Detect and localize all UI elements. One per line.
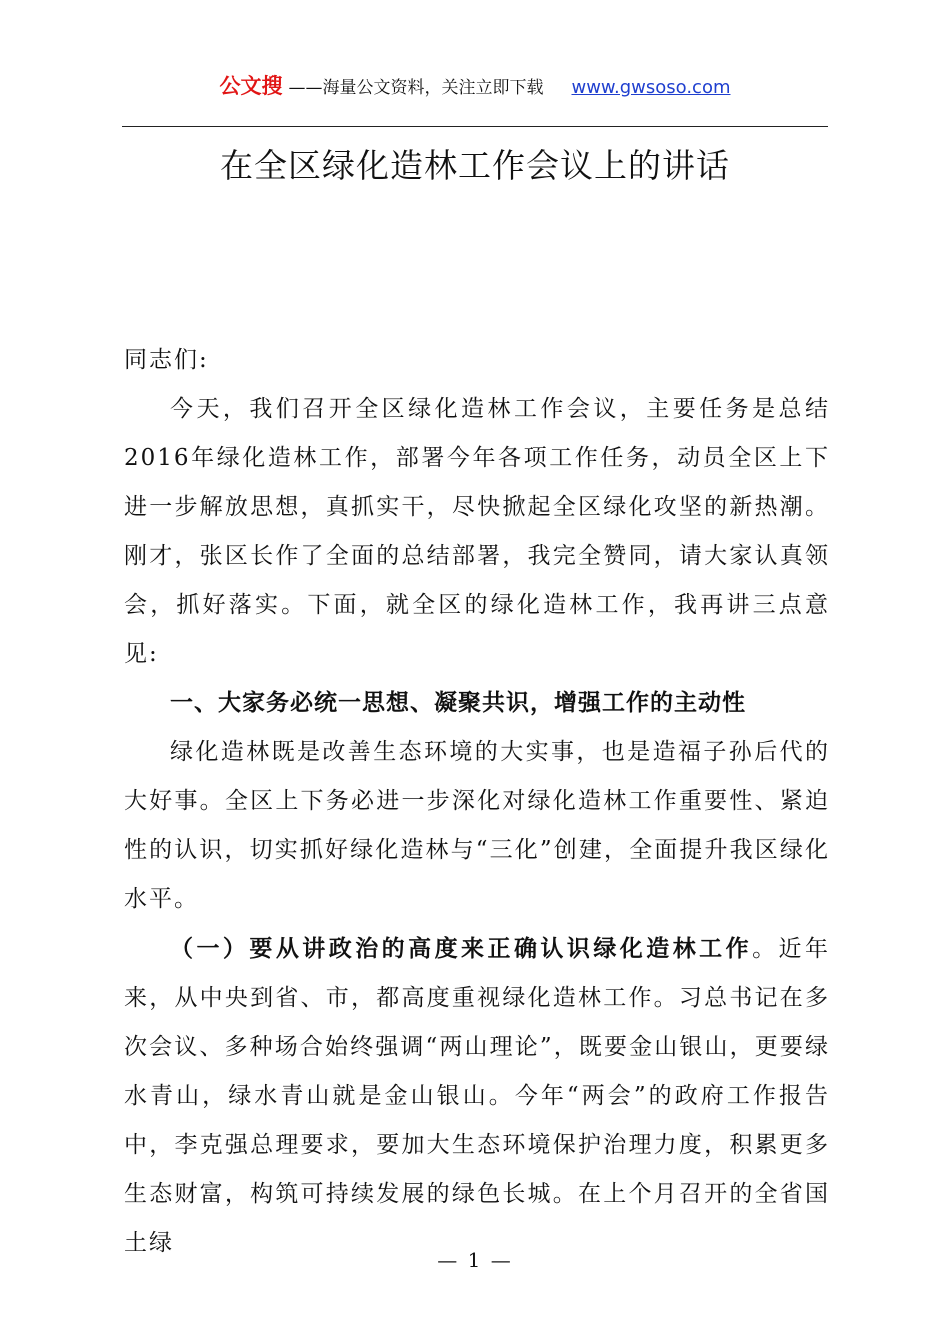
paragraph-text: 。近年来，从中央到省、市，都高度重视绿化造林工作。习总书记在多次会议、多种场合始终强调“两山理论”，既要金山银山，更要绿水青山，绿水青山就是金山银山。今年“两会”的政府工作报告中，李克强总理要求，要加大生态环境保护治理力度，积累更多生态财富，构筑可持续发展的绿色长城。在上个月召开的全省国土绿 — [124, 936, 831, 1256]
page-number: — 1 — — [437, 1248, 513, 1272]
header-slogan: ——海量公文资料，关注立即下载 — [288, 78, 544, 98]
document-body — [124, 336, 830, 1268]
paragraph: 绿化造林既是改善生态环境的大实事，也是造福子孙后代的大好事。全区上下务必进一步深化对绿化造林工作重要性、紧迫性的认识，切实抓好绿化造林与“三化”创建，全面提升我区绿化水平。 — [124, 739, 830, 912]
document-header — [0, 70, 950, 106]
paragraph — [124, 924, 830, 1268]
website-link[interactable]: www.gwsoso.com — [571, 77, 731, 98]
brand-logo-text: 公文搜 — [219, 74, 283, 98]
section-heading: 一、大家务必统一思想、凝聚共识，增强工作的主动性 — [170, 690, 746, 716]
paragraph: 今天，我们召开全区绿化造林工作会议，主要任务是总结2016年绿化造林工作，部署今年各项工作任务，动员全区上下进一步解放思想，真抓实干，尽快掀起全区绿化攻坚的新热潮。刚才，张区长作了全面的总结部署，我完全赞同，请大家认真领会，抓好落实。下面，就全区的绿化造林工作，我再讲三点意见: — [124, 396, 830, 667]
header-divider — [122, 126, 828, 127]
subsection-heading: （一）要从讲政治的高度来正确认识绿化造林工作 — [170, 935, 753, 962]
salutation: 同志们: — [124, 347, 209, 373]
document-title: 在全区绿化造林工作会议上的讲话 — [220, 146, 730, 185]
